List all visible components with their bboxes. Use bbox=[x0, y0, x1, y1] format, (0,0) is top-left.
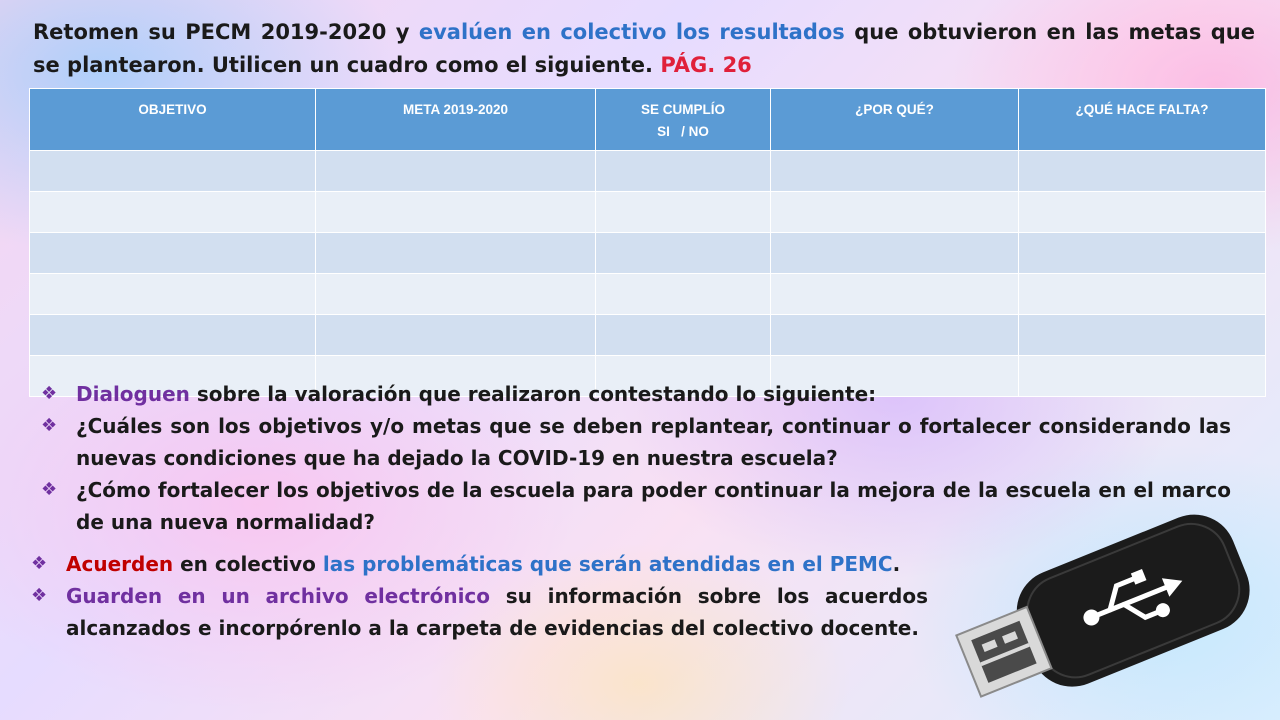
table-cell bbox=[771, 192, 1019, 233]
bullet-question-1 bbox=[33, 410, 1231, 474]
evaluation-table bbox=[29, 88, 1266, 397]
table-row bbox=[30, 274, 1266, 315]
table-row bbox=[30, 315, 1266, 356]
diamond-bullet-icon: ❖ bbox=[41, 415, 58, 436]
table-cell bbox=[316, 315, 596, 356]
table-row bbox=[30, 192, 1266, 233]
table-cell bbox=[1019, 274, 1266, 315]
header-se-cumplio-line1: SE CUMPLÍO bbox=[640, 102, 725, 117]
table-cell bbox=[771, 274, 1019, 315]
header-que-hace-falta: ¿QUÉ HACE FALTA? bbox=[1019, 89, 1266, 151]
page-title bbox=[33, 16, 1255, 82]
title-page-ref: PÁG. 26 bbox=[660, 53, 752, 77]
table-row bbox=[30, 233, 1266, 274]
bullet-guarden-text: su información sobre los acuerdos alcanzados e incorpórenlo a la carpeta de evidencias del colectivo docente. bbox=[66, 584, 929, 640]
table-cell bbox=[771, 315, 1019, 356]
table-cell bbox=[316, 151, 596, 192]
table-cell bbox=[30, 151, 316, 192]
diamond-bullet-icon: ❖ bbox=[41, 479, 58, 500]
bullet-question-1-text: ¿Cuáles son los objetivos y/o metas que se deben replantear, continuar o fortalecer considerando las nuevas condiciones que ha dejado la COVID-19 en nuestra escuela? bbox=[76, 414, 1231, 470]
bullet-dialoguen-text: sobre la valoración que realizaron contestando lo siguiente: bbox=[189, 382, 877, 406]
table-cell bbox=[596, 192, 771, 233]
diamond-bullet-icon: ❖ bbox=[41, 383, 58, 404]
bullet-acuerden bbox=[23, 548, 928, 580]
table-cell bbox=[596, 274, 771, 315]
header-por-que: ¿POR QUÉ? bbox=[771, 89, 1019, 151]
table-cell bbox=[596, 151, 771, 192]
table-cell bbox=[771, 233, 1019, 274]
table-cell bbox=[316, 192, 596, 233]
table-cell bbox=[1019, 315, 1266, 356]
table-cell bbox=[30, 315, 316, 356]
table-row bbox=[30, 151, 1266, 192]
header-se-cumplio bbox=[596, 89, 771, 151]
bullet-acuerden-highlight: las problemáticas que serán atendidas en el PEMC bbox=[322, 552, 893, 576]
table-cell bbox=[596, 233, 771, 274]
header-meta: META 2019-2020 bbox=[316, 89, 596, 151]
bullet-question-2-text: ¿Cómo fortalecer los objetivos de la escuela para poder continuar la mejora de la escuela en el marco de una nueva normalidad? bbox=[76, 478, 1231, 534]
title-part2: que obtuvieron en las metas que se plantearon. Utilicen un cuadro como el siguiente. bbox=[33, 20, 1255, 77]
diamond-bullet-icon: ❖ bbox=[31, 585, 48, 606]
table-cell bbox=[30, 233, 316, 274]
table-cell bbox=[771, 151, 1019, 192]
table-cell bbox=[596, 315, 771, 356]
header-se-cumplio-line2: SI / NO bbox=[657, 124, 709, 139]
title-highlight: evalúen en colectivo los resultados bbox=[418, 20, 845, 44]
header-objetivo: OBJETIVO bbox=[30, 89, 316, 151]
table-cell bbox=[1019, 151, 1266, 192]
agreement-bullets bbox=[23, 548, 928, 644]
table-cell bbox=[30, 274, 316, 315]
table-cell bbox=[1019, 233, 1266, 274]
table-cell bbox=[316, 233, 596, 274]
usb-flash-drive-icon bbox=[940, 510, 1260, 715]
bullet-guarden bbox=[23, 580, 928, 644]
bullet-dialoguen bbox=[33, 378, 1231, 410]
bullet-acuerden-em: Acuerden bbox=[66, 552, 174, 576]
bullet-acuerden-end: . bbox=[892, 552, 901, 576]
table-cell bbox=[1019, 192, 1266, 233]
diamond-bullet-icon: ❖ bbox=[31, 553, 48, 574]
title-part1: Retomen su PECM 2019-2020 y bbox=[33, 20, 419, 44]
bullet-acuerden-text: en colectivo bbox=[173, 552, 323, 576]
table-cell bbox=[30, 192, 316, 233]
bullet-dialoguen-em: Dialoguen bbox=[76, 382, 190, 406]
bullet-guarden-em: Guarden en un archivo electrónico bbox=[66, 584, 491, 608]
table-cell bbox=[316, 274, 596, 315]
table-header-row bbox=[30, 89, 1266, 151]
